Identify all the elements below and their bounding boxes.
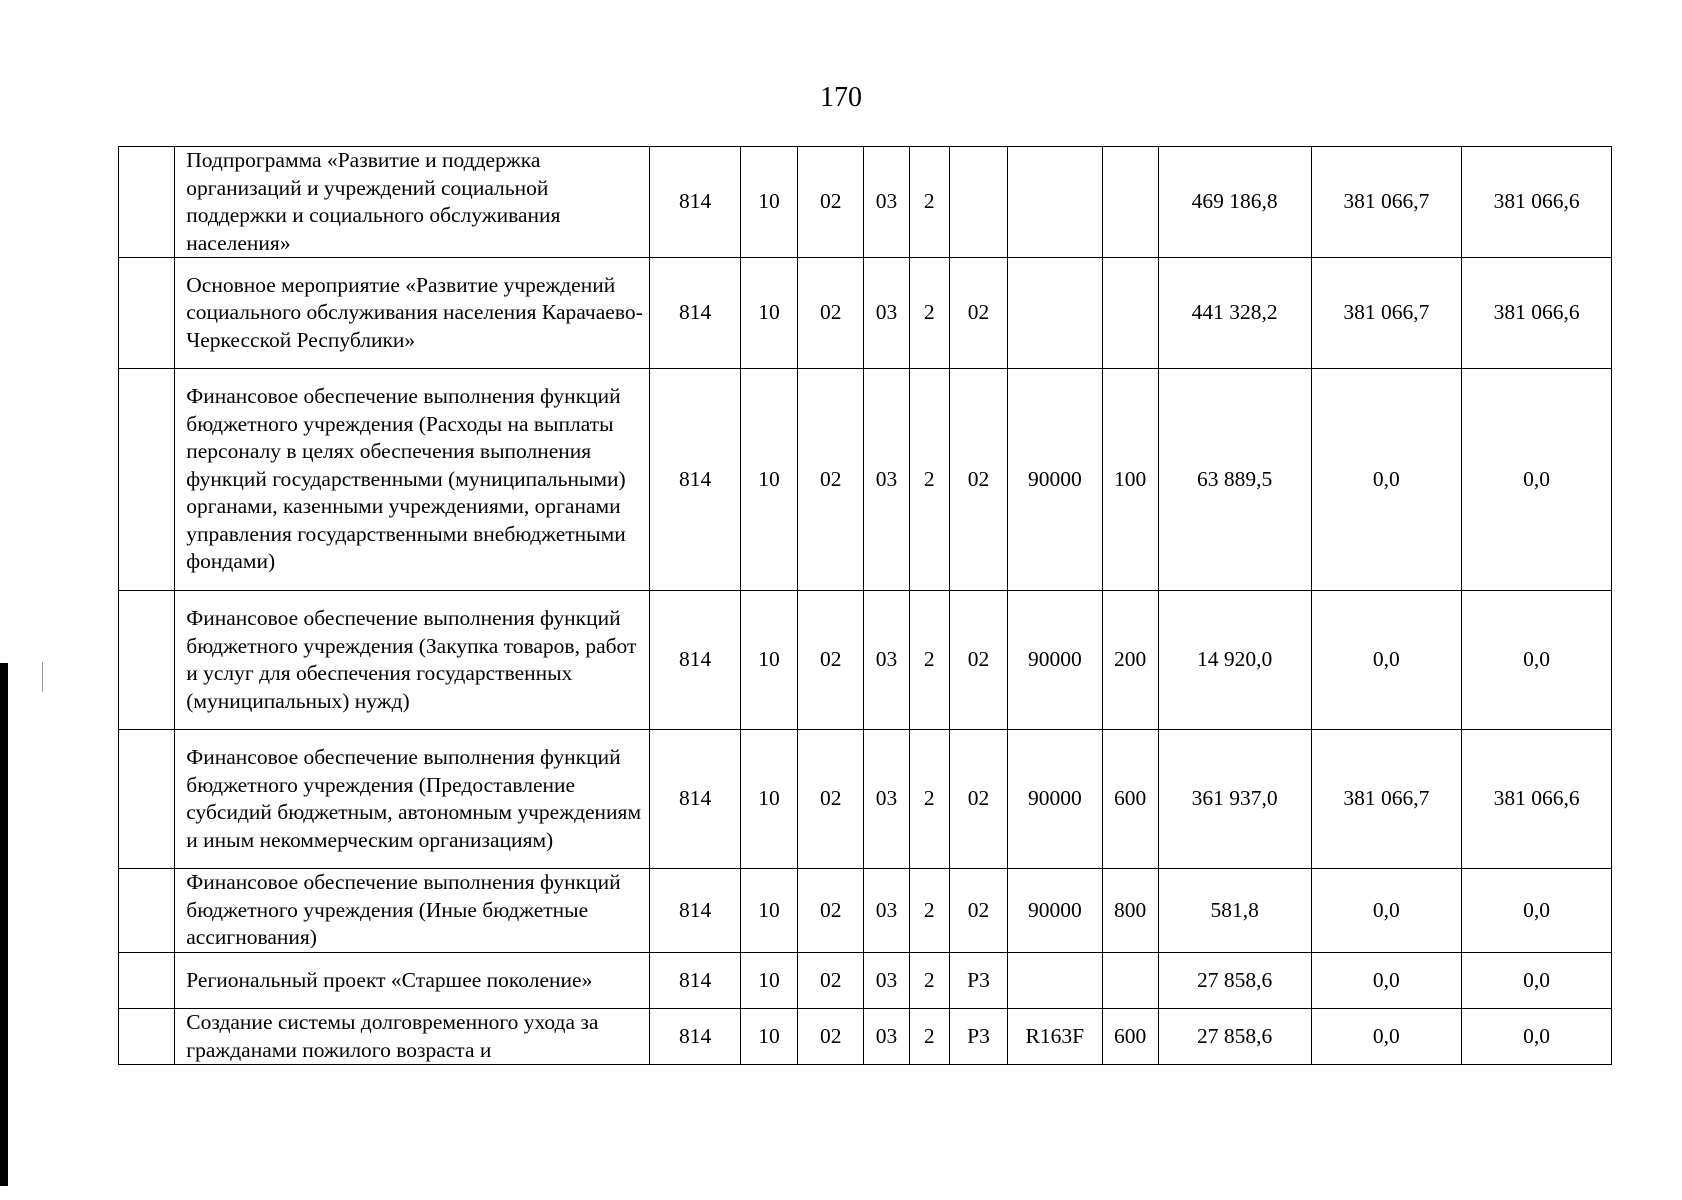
subsection-code-cell: 02 bbox=[798, 730, 864, 869]
row-number-cell bbox=[119, 147, 175, 258]
subsection-code-cell: 02 bbox=[798, 369, 864, 591]
program-code-cell: 03 bbox=[864, 258, 909, 369]
subprogram-code-cell: 2 bbox=[909, 369, 949, 591]
table-row bbox=[119, 258, 1612, 369]
table-row bbox=[119, 591, 1612, 730]
amount-year-2-cell: 0,0 bbox=[1311, 869, 1462, 953]
page-number: 170 bbox=[820, 82, 862, 113]
subprogram-code-cell: 2 bbox=[909, 258, 949, 369]
amount-year-3-cell: 0,0 bbox=[1462, 369, 1612, 591]
admin-code-cell: 814 bbox=[650, 591, 740, 730]
item-name-cell: Финансовое обеспечение выполнения функций бюджетного учреждения (Иные бюджетные ассигнования) bbox=[175, 869, 650, 953]
subprogram-code-cell: 2 bbox=[909, 730, 949, 869]
amount-year-3-cell: 381 066,6 bbox=[1462, 147, 1612, 258]
event-code-cell: 02 bbox=[949, 591, 1007, 730]
table-row bbox=[119, 147, 1612, 258]
item-name-cell: Региональный проект «Старшее поколение» bbox=[175, 953, 650, 1009]
amount-year-2-cell: 0,0 bbox=[1311, 591, 1462, 730]
amount-year-1-cell: 14 920,0 bbox=[1158, 591, 1311, 730]
row-number-cell bbox=[119, 258, 175, 369]
amount-year-2-cell: 0,0 bbox=[1311, 369, 1462, 591]
table-row bbox=[119, 953, 1612, 1009]
section-code-cell: 10 bbox=[740, 869, 797, 953]
event-code-cell: 02 bbox=[949, 369, 1007, 591]
amount-year-1-cell: 27 858,6 bbox=[1158, 953, 1311, 1009]
admin-code-cell: 814 bbox=[650, 369, 740, 591]
direction-code-cell bbox=[1008, 147, 1102, 258]
section-code-cell: 10 bbox=[740, 369, 797, 591]
direction-code-cell bbox=[1008, 953, 1102, 1009]
expense-type-code-cell: 100 bbox=[1102, 369, 1158, 591]
row-number-cell bbox=[119, 730, 175, 869]
admin-code-cell: 814 bbox=[650, 258, 740, 369]
direction-code-cell: 90000 bbox=[1008, 869, 1102, 953]
amount-year-1-cell: 441 328,2 bbox=[1158, 258, 1311, 369]
scan-margin-mark bbox=[42, 662, 43, 692]
expense-type-code-cell: 200 bbox=[1102, 591, 1158, 730]
section-code-cell: 10 bbox=[740, 953, 797, 1009]
amount-year-1-cell: 27 858,6 bbox=[1158, 1009, 1311, 1065]
amount-year-1-cell: 581,8 bbox=[1158, 869, 1311, 953]
item-name-cell: Основное мероприятие «Развитие учреждений социального обслуживания населения Карачаево-Черкесской Республики» bbox=[175, 258, 650, 369]
amount-year-3-cell: 0,0 bbox=[1462, 1009, 1612, 1065]
table-row bbox=[119, 369, 1612, 591]
table-row bbox=[119, 1009, 1612, 1065]
event-code-cell: P3 bbox=[949, 1009, 1007, 1065]
subsection-code-cell: 02 bbox=[798, 147, 864, 258]
amount-year-2-cell: 0,0 bbox=[1311, 1009, 1462, 1065]
amount-year-1-cell: 361 937,0 bbox=[1158, 730, 1311, 869]
program-code-cell: 03 bbox=[864, 730, 909, 869]
direction-code-cell: 90000 bbox=[1008, 369, 1102, 591]
admin-code-cell: 814 bbox=[650, 147, 740, 258]
section-code-cell: 10 bbox=[740, 147, 797, 258]
event-code-cell bbox=[949, 147, 1007, 258]
subsection-code-cell: 02 bbox=[798, 953, 864, 1009]
amount-year-1-cell: 469 186,8 bbox=[1158, 147, 1311, 258]
row-number-cell bbox=[119, 591, 175, 730]
admin-code-cell: 814 bbox=[650, 953, 740, 1009]
item-name-cell: Подпрограмма «Развитие и поддержка организаций и учреждений социальной поддержки и социального обслуживания населения» bbox=[175, 147, 650, 258]
section-code-cell: 10 bbox=[740, 1009, 797, 1065]
item-name-cell: Создание системы долговременного ухода за гражданами пожилого возраста и bbox=[175, 1009, 650, 1065]
subprogram-code-cell: 2 bbox=[909, 147, 949, 258]
event-code-cell: 02 bbox=[949, 730, 1007, 869]
subsection-code-cell: 02 bbox=[798, 1009, 864, 1065]
subsection-code-cell: 02 bbox=[798, 591, 864, 730]
direction-code-cell bbox=[1008, 258, 1102, 369]
item-name-cell: Финансовое обеспечение выполнения функций бюджетного учреждения (Предоставление субсидий бюджетным, автономным учреждениям и иным некоммерческим организациям) bbox=[175, 730, 650, 869]
item-name-cell: Финансовое обеспечение выполнения функций бюджетного учреждения (Закупка товаров, работ и услуг для обеспечения государственных (муниципальных) нужд) bbox=[175, 591, 650, 730]
row-number-cell bbox=[119, 953, 175, 1009]
section-code-cell: 10 bbox=[740, 591, 797, 730]
row-number-cell bbox=[119, 869, 175, 953]
admin-code-cell: 814 bbox=[650, 730, 740, 869]
subprogram-code-cell: 2 bbox=[909, 869, 949, 953]
admin-code-cell: 814 bbox=[650, 1009, 740, 1065]
subprogram-code-cell: 2 bbox=[909, 591, 949, 730]
subsection-code-cell: 02 bbox=[798, 258, 864, 369]
expense-type-code-cell: 600 bbox=[1102, 730, 1158, 869]
row-number-cell bbox=[119, 1009, 175, 1065]
program-code-cell: 03 bbox=[864, 369, 909, 591]
expense-type-code-cell bbox=[1102, 147, 1158, 258]
program-code-cell: 03 bbox=[864, 953, 909, 1009]
budget-table bbox=[118, 146, 1612, 1065]
section-code-cell: 10 bbox=[740, 258, 797, 369]
event-code-cell: P3 bbox=[949, 953, 1007, 1009]
amount-year-3-cell: 381 066,6 bbox=[1462, 258, 1612, 369]
expense-type-code-cell: 800 bbox=[1102, 869, 1158, 953]
program-code-cell: 03 bbox=[864, 1009, 909, 1065]
direction-code-cell: 90000 bbox=[1008, 591, 1102, 730]
amount-year-2-cell: 381 066,7 bbox=[1311, 147, 1462, 258]
item-name-cell: Финансовое обеспечение выполнения функций бюджетного учреждения (Расходы на выплаты персоналу в целях обеспечения выполнения функций государственными (муниципальными) органами, казенными учреждениями, органами управления государственными внебюджетными фондами) bbox=[175, 369, 650, 591]
amount-year-2-cell: 381 066,7 bbox=[1311, 730, 1462, 869]
amount-year-3-cell: 0,0 bbox=[1462, 953, 1612, 1009]
row-number-cell bbox=[119, 369, 175, 591]
amount-year-1-cell: 63 889,5 bbox=[1158, 369, 1311, 591]
expense-type-code-cell: 600 bbox=[1102, 1009, 1158, 1065]
direction-code-cell: 90000 bbox=[1008, 730, 1102, 869]
program-code-cell: 03 bbox=[864, 869, 909, 953]
table-row bbox=[119, 730, 1612, 869]
event-code-cell: 02 bbox=[949, 869, 1007, 953]
admin-code-cell: 814 bbox=[650, 869, 740, 953]
expense-type-code-cell bbox=[1102, 258, 1158, 369]
program-code-cell: 03 bbox=[864, 147, 909, 258]
expense-type-code-cell bbox=[1102, 953, 1158, 1009]
section-code-cell: 10 bbox=[740, 730, 797, 869]
subprogram-code-cell: 2 bbox=[909, 1009, 949, 1065]
scan-margin-bar bbox=[0, 663, 8, 1186]
amount-year-2-cell: 381 066,7 bbox=[1311, 258, 1462, 369]
amount-year-3-cell: 381 066,6 bbox=[1462, 730, 1612, 869]
event-code-cell: 02 bbox=[949, 258, 1007, 369]
subsection-code-cell: 02 bbox=[798, 869, 864, 953]
direction-code-cell: R163F bbox=[1008, 1009, 1102, 1065]
amount-year-2-cell: 0,0 bbox=[1311, 953, 1462, 1009]
program-code-cell: 03 bbox=[864, 591, 909, 730]
table-row bbox=[119, 869, 1612, 953]
amount-year-3-cell: 0,0 bbox=[1462, 591, 1612, 730]
amount-year-3-cell: 0,0 bbox=[1462, 869, 1612, 953]
subprogram-code-cell: 2 bbox=[909, 953, 949, 1009]
